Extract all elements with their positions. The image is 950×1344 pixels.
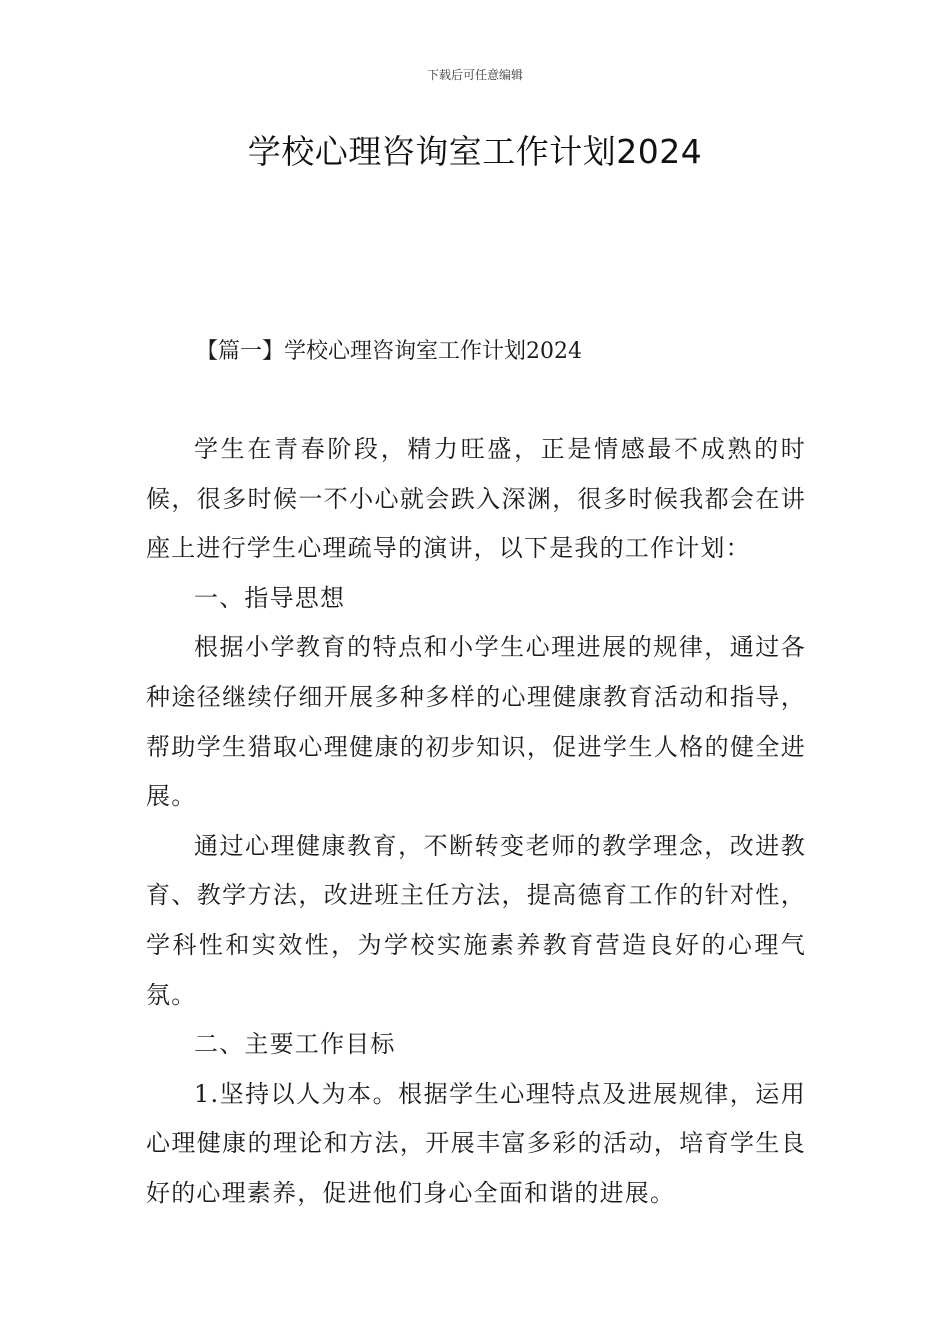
heading-guiding-thought: 一、指导思想 <box>194 583 346 612</box>
paragraph-goal-1: 1.坚持以人为本。根据学生心理特点及进展规律，运用心理健康的理论和方法，开展丰富多彩的活动，培育学生良好的心理素养，促进他们身心全面和谐的进展。 <box>146 1079 806 1207</box>
paragraph-education: 通过心理健康教育，不断转变老师的教学理念，改进教育、教学方法，改进班主任方法，提高德育工作的针对性，学科性和实效性，为学校实施素养教育营造良好的心理气氛。 <box>146 831 806 1009</box>
heading-main-goals: 二、主要工作目标 <box>194 1030 396 1059</box>
document-title: 学校心理咨询室工作计划2024 <box>247 132 703 171</box>
paragraph-guiding-thought: 根据小学教育的特点和小学生心理进展的规律，通过各种途径继续仔细开展多种多样的心理健康教育活动和指导，帮助学生猎取心理健康的初步知识，促进学生人格的健全进展。 <box>146 633 806 811</box>
body-text <box>146 425 806 1219</box>
header-note: 下载后可任意编辑 <box>426 68 523 82</box>
paragraph-intro: 学生在青春阶段，精力旺盛，正是情感最不成熟的时候，很多时候一不小心就会跌入深渊，很多时候我都会在讲座上进行学生心理疏导的演讲，以下是我的工作计划： <box>146 435 806 563</box>
section-heading: 【篇一】学校心理咨询室工作计划2024 <box>196 339 582 364</box>
